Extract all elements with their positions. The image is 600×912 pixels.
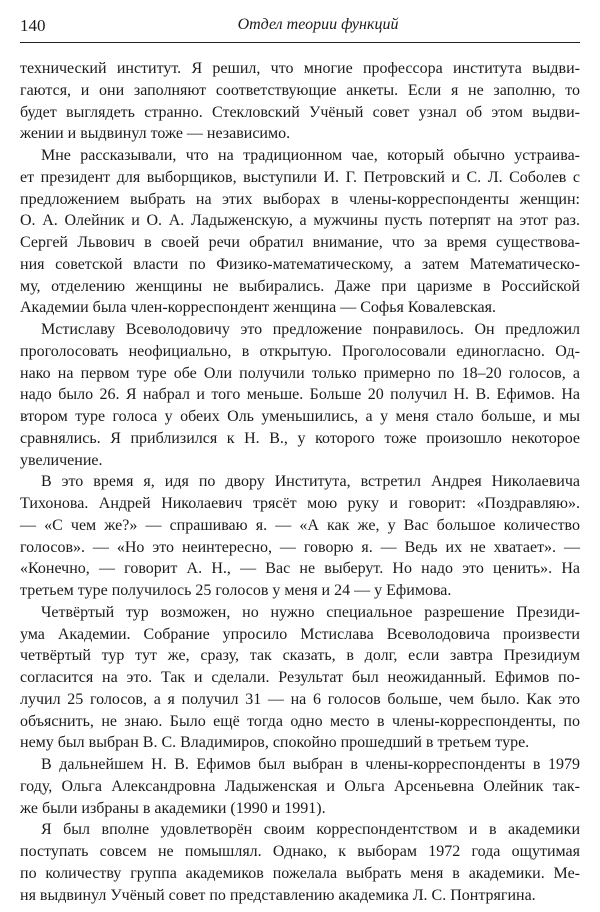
text-line: му, отделению женщины не выбирались. Даже при царизме в Российской (20, 277, 580, 295)
text-line: надо было 26. Я набрал и того меньше. Больше 20 получил Н. В. Ефимов. На (20, 386, 580, 404)
text-line: Четвёртый тур возможен, но нужно специальное разрешение Президи- (41, 603, 580, 621)
page-number: 140 (20, 16, 46, 35)
text-line: В дальнейшем Н. В. Ефимов был выбран в члены-корреспонденты в 1979 (41, 756, 580, 773)
page-body (20, 58, 580, 906)
text-line: О. А. Олейник и О. А. Ладыженскую, а мужчины пусть потерпят на этот раз. (20, 212, 580, 230)
text-line: же были избраны в академики (1990 и 1991). (20, 799, 326, 817)
text-line: по количеству группа академиков пожелала выбрать меня в академики. Ме- (20, 864, 580, 882)
text-line: проголосовать неофициально, в открытую. Проголосовали единогласно. Од- (20, 342, 580, 360)
paragraph (20, 819, 580, 906)
text-line: Мне рассказывали, что на традиционном чае, который обычно устраива- (41, 147, 580, 164)
text-line: ня выдвинул Учёный совет по представлению академика Л. С. Понтрягина. (20, 886, 536, 904)
text-line: предложением выбрать на этих выборах в члены-корреспонденты женщин: (20, 190, 580, 208)
text-line: ет президент для выборщиков, выступили И. Г. Петровский и С. Л. Соболев с (20, 168, 580, 186)
text-line: Сергей Львович в своей речи обратил внимание, что за время существова- (20, 234, 580, 251)
paragraph (20, 602, 580, 754)
page-header (20, 14, 580, 38)
text-line: технический институт. Я решил, что многие профессора института выдви- (20, 60, 580, 77)
text-line: Мстиславу Всеволодовичу это предложение понравилось. Он предложил (41, 321, 580, 338)
text-line: Я был вполне удовлетворён своим корреспондентством и в академики (41, 821, 580, 839)
text-line: сравнялись. Я приблизился к Н. В., у которого тоже произошло некоторое (20, 429, 580, 447)
text-line: будет выглядеть странно. Стекловский Учёный совет узнал об этом выдви- (20, 103, 580, 121)
text-line: согласится на это. Так и сделали. Результат был неожиданный. Ефимов по- (20, 669, 580, 686)
text-line: ума Академии. Собрание упросило Мстислава Всеволодовича произвести (20, 625, 580, 643)
header-rule (20, 42, 580, 43)
text-line: втором туре голоса у обеих Оль уменьшились, а у меня стало больше, и мы (20, 408, 580, 425)
section-title: Отдел теории функций (237, 16, 399, 33)
text-line: четвёртый тур тут же, сразу, так сказать, в долг, если завтра Президиум (20, 647, 580, 665)
text-line: увеличение. (20, 451, 103, 469)
text-line: «Конечно, — говорит А. Н., — Вас не выберут. Но надо это ценить». На (20, 560, 580, 578)
text-line: году, Ольга Александровна Ладыженская и Ольга Арсеньевна Олейник так- (20, 777, 580, 795)
text-line: голосов». — «Но это неинтересно, — говорю я. — Ведь их не хватает». — (20, 538, 580, 556)
text-line: поступать совсем не помышлял. Однако, к выборам 1972 года ощутимая (20, 843, 580, 860)
text-line: ния советской власти по Физико-математическому, а затем Математическо- (20, 255, 580, 273)
text-line: жении и выдвинул тоже — независимо. (20, 125, 291, 143)
paragraph (20, 319, 580, 471)
text-line: нему был выбран В. С. Владимиров, спокойно прошедший в третьем туре. (20, 734, 530, 752)
text-line: гаются, и они заполняют соответствующие анкеты. Если я не заполню, то (20, 81, 580, 99)
paragraph (20, 471, 580, 602)
text-line: объяснить, не знаю. Было ещё тогда одно место в члены-корреспонденты, по (20, 712, 580, 730)
paragraph (20, 754, 580, 819)
text-line: лучил 25 голосов, а я получил 31 — на 6 голосов больше, чем было. Как это (20, 690, 580, 708)
text-line: Академии была член-корреспондент женщина — Софья Ковалевская. (20, 299, 497, 317)
text-line: В это время я, идя по двору Института, встретил Андрея Николаевича (41, 473, 580, 491)
paragraph (20, 145, 580, 319)
text-line: нако на первом туре обе Оли получили только примерно по 18–20 голосов, а (20, 364, 580, 382)
text-line: Тихонова. Андрей Николаевич трясёт мою руку и говорит: «Поздравляю». (20, 495, 580, 512)
paragraph (20, 58, 580, 145)
text-line: — «С чем же?» — спрашиваю я. — «А как же, у Вас большое количество (20, 516, 580, 534)
text-line: третьем туре получилось 25 голосов у меня и 24 — у Ефимова. (20, 582, 452, 599)
